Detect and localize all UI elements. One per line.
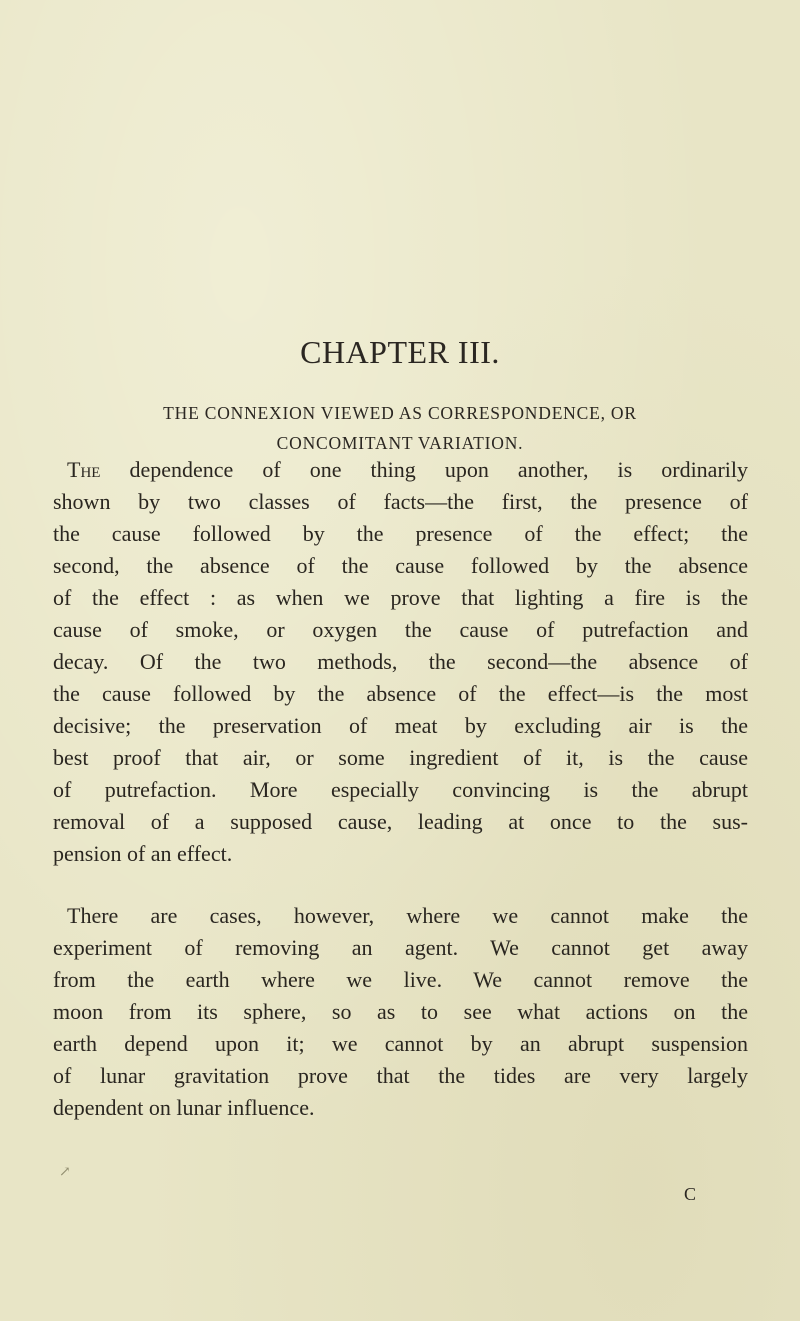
lead-word: The: [67, 457, 101, 482]
paragraph-line: the cause followed by the presence of the effect; the: [53, 521, 748, 546]
section-heading-line-2: CONCOMITANT VARIATION.: [276, 433, 524, 453]
paragraph-line: cause of smoke, or oxygen the cause of putrefaction and: [53, 617, 748, 642]
paragraph-2: [53, 900, 748, 1124]
paragraph-line: removal of a supposed cause, leading at once to the sus-: [53, 809, 748, 834]
signature-mark: C: [684, 1184, 697, 1204]
paragraph-line: from the earth where we live. We cannot remove the: [53, 967, 748, 992]
paragraph-line: best proof that air, or some ingredient of it, is the cause: [53, 745, 748, 770]
pencil-mark: ↗: [59, 1164, 71, 1180]
paragraph-line: of the effect : as when we prove that lighting a fire is the: [53, 585, 748, 610]
paragraph-line: There are cases, however, where we cannot make the: [67, 903, 748, 928]
paragraph-line: moon from its sphere, so as to see what actions on the: [53, 999, 748, 1024]
paragraph-line: experiment of removing an agent. We cannot get away: [53, 935, 748, 960]
paragraph-line: decay. Of the two methods, the second—the absence of: [53, 649, 748, 674]
paragraph-line: earth depend upon it; we cannot by an abrupt suspension: [53, 1031, 748, 1056]
paragraph-line: of putrefaction. More especially convincing is the abrupt: [53, 777, 748, 802]
paragraph-line: decisive; the preservation of meat by excluding air is the: [53, 713, 748, 738]
paragraph-1: [53, 454, 748, 870]
paragraph-line: of lunar gravitation prove that the tides are very largely: [53, 1063, 748, 1088]
paragraph-line: pension of an effect.: [53, 841, 233, 866]
paragraph-line: shown by two classes of facts—the first, the presence of: [53, 489, 748, 514]
section-heading-line-1: THE CONNEXION VIEWED AS CORRESPONDENCE, OR: [163, 403, 637, 423]
chapter-title: CHAPTER III.: [300, 334, 500, 370]
section-heading: [40, 398, 760, 458]
paragraph-line: dependent on lunar influence.: [53, 1095, 315, 1120]
paragraph-line: the cause followed by the absence of the effect—is the most: [53, 681, 748, 706]
paragraph-line: The dependence of one thing upon another, is ordinarily: [67, 457, 748, 482]
paragraph-line: second, the absence of the cause followed by the absence: [53, 553, 748, 578]
